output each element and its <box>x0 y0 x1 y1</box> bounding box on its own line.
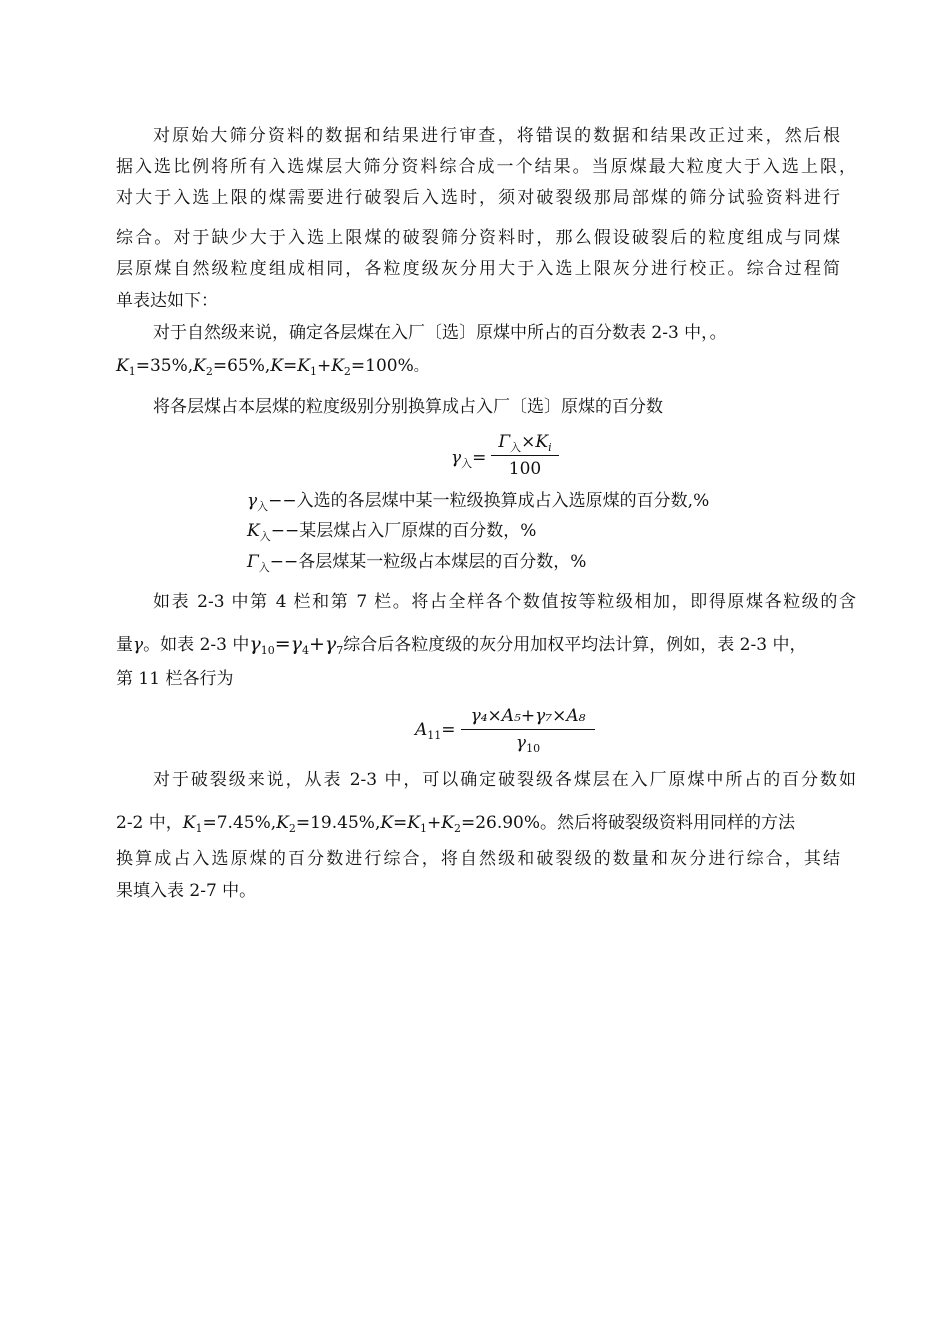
paragraph-1-line-1: 对原始大筛分资料的数据和结果进行审查，将错误的数据和结果改正过来，然后根 <box>153 126 840 146</box>
k2-broken-value: 19.45% <box>310 813 375 833</box>
equation-gamma-10: $\gamma_{10}=\gamma_4+\gamma_7$ <box>249 633 344 657</box>
paragraph-1-line-4: 综合。对于缺少大于入选上限煤的破裂筛分资料时，那么假设破裂后的粒度组成与同煤 <box>116 228 840 248</box>
k-natural-total: 100% <box>365 356 414 376</box>
definition-k: $K_入--$某层煤占入厂原煤的百分数，% <box>247 521 537 543</box>
definition-gamma: $\gamma_入--$入选的各层煤中某一粒级换算成占入选原煤的百分数,% <box>247 491 710 513</box>
paragraph-2-line-1: 对于自然级来说，确定各层煤在入厂〔选〕原煤中所占的百分数表 2-3 中，。 <box>153 323 727 343</box>
paragraph-4-line-3: 第 11 栏各行为 <box>116 669 234 689</box>
formula-gamma-fraction: $\Gamma_入\times K_i$ 100 <box>491 430 559 481</box>
paragraph-4-line-1: 如表 2-3 中第 4 栏和第 7 栏。将占全样各个数值按等粒级相加，即得原煤各粒级的含 <box>153 592 856 612</box>
equation-k-broken: $K_1=7.45\%,K_2=19.45\%,K=K_1+K_2=26.90\%$ <box>182 813 541 835</box>
paragraph-1-line-3: 对大于入选上限的煤需要进行破裂后入选时，须对破裂级那局部煤的筛分试验资料进行 <box>116 188 840 208</box>
formula-a11-lhs: $A_{11}=$ <box>415 720 456 742</box>
paragraph-5-line-4: 果填入表 2-7 中。 <box>116 881 257 901</box>
paragraph-1-line-6: 单表达如下： <box>116 291 218 311</box>
k2-natural-value: 65% <box>227 356 265 376</box>
paragraph-3-line-1: 将各层煤占本层煤的粒度级别分别换算成占入厂〔选〕原煤的百分数 <box>153 397 663 417</box>
k1-natural-value: 35% <box>149 356 188 376</box>
paragraph-1-line-5: 层原煤自然级粒度组成相同，各粒度级灰分用大于入选上限灰分进行校正。综合过程简 <box>116 259 840 279</box>
paragraph-5-line-3: 换算成占入选原煤的百分数进行综合，将自然级和破裂级的数量和灰分进行综合，其结 <box>116 849 840 869</box>
k-broken-total: 26.90% <box>475 813 541 833</box>
equation-k-natural: $K_1=35\%,K_2=65\%,K=K_1+K_2=100\%$。 <box>116 356 428 378</box>
eq1-period: 。 <box>413 359 428 375</box>
paragraph-1-line-2: 据入选比例将所有入选煤层大筛分资料综合成一个结果。当原煤最大粒度大于入选上限， <box>116 157 856 177</box>
definition-big-gamma: $\Gamma_入--$各层煤某一粒级占本煤层的百分数，% <box>247 552 587 574</box>
paragraph-5-line-1: 对于破裂级来说，从表 2-3 中，可以确定破裂级各煤层在入厂原煤中所占的百分数如 <box>153 770 856 790</box>
formula-a11-fraction: γ₄×A₅+γ₇×A₈ $\gamma_{10}$ <box>461 704 595 755</box>
paragraph-5-line-2: 2-2 中，$K_1=7.45\%,K_2=19.45\%,K=K_1+K_2=26.90\%$。然后将破裂级资料用同样的方法 <box>116 813 796 835</box>
paragraph-4-line-2: 量γ。如表 2-3 中$\gamma_{10}=\gamma_4+\gamma_7$综合后各粒度级的灰分用加权平均法计算，例如，表 2-3 中， <box>116 633 807 657</box>
formula-gamma-lhs: $\gamma_入=$ <box>451 448 487 470</box>
k1-broken-value: 7.45% <box>216 813 271 833</box>
